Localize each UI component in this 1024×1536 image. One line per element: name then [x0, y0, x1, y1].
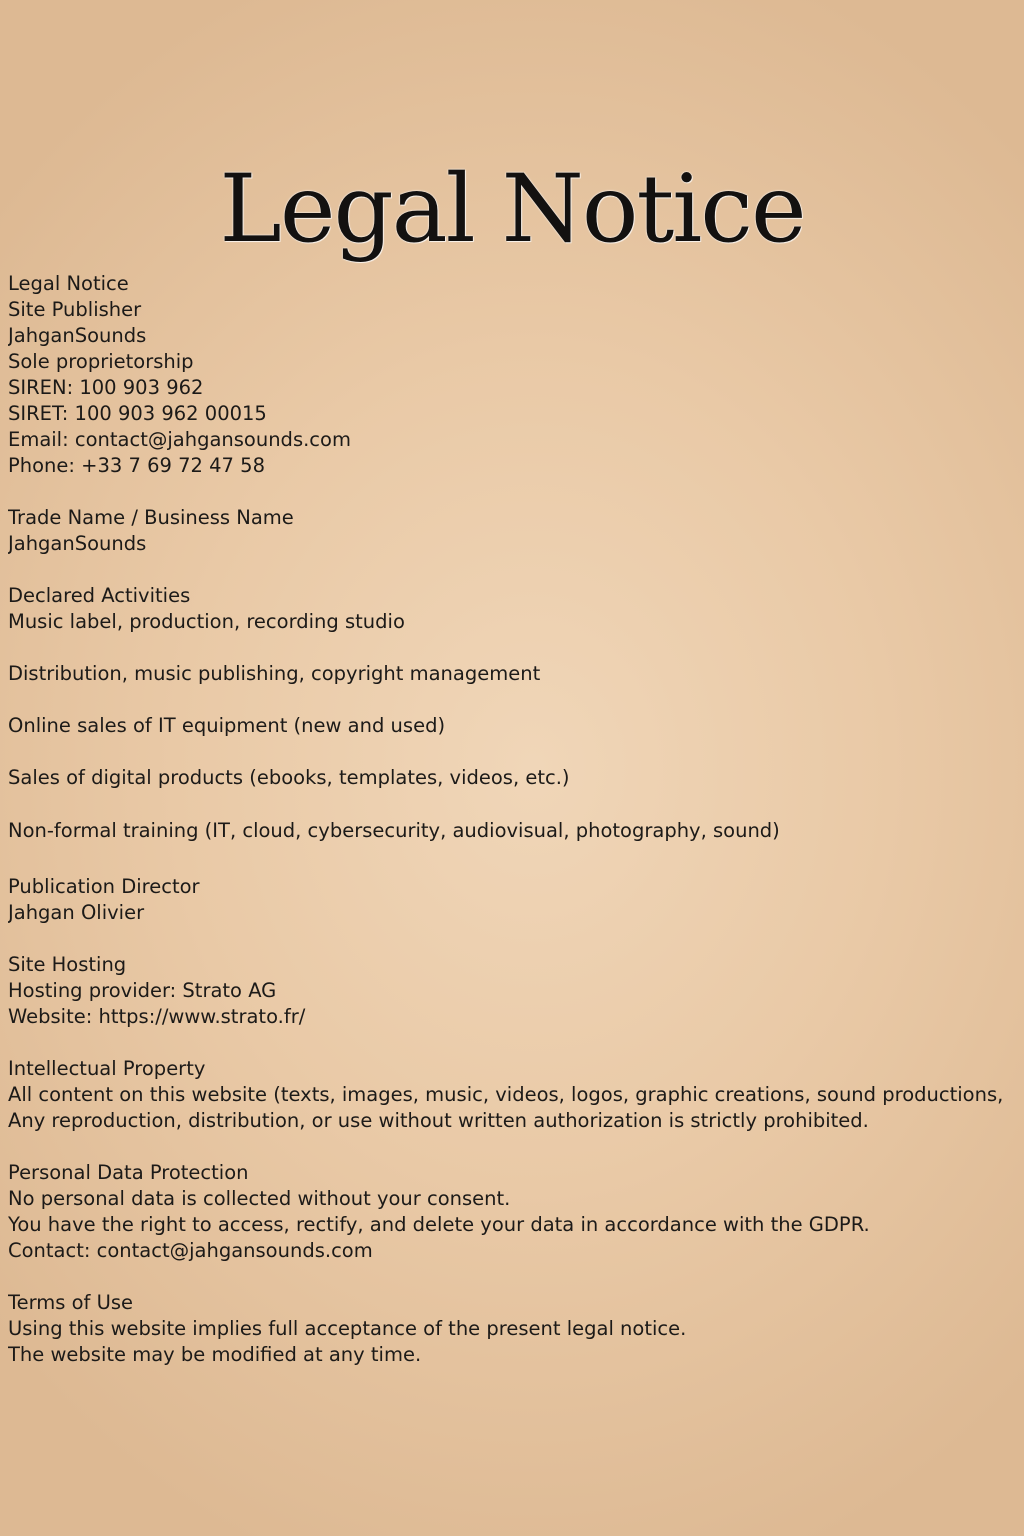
trade-name-heading: Trade Name / Business Name — [8, 506, 294, 529]
terms-of-use-heading: Terms of Use — [8, 1291, 134, 1314]
data-protection-text: You have the right to access, rectify, and delete your data in accordance with the GDPR. — [8, 1213, 870, 1236]
publisher-phone: Phone: +33 7 69 72 47 58 — [8, 454, 265, 477]
activity-item: Online sales of IT equipment (new and used) — [8, 714, 446, 737]
data-protection-text: No personal data is collected without your consent. — [8, 1187, 511, 1210]
intellectual-property-text: All content on this website (texts, images, music, videos, logos, graphic creations, sound productions, — [8, 1083, 1004, 1106]
site-hosting-heading: Site Hosting — [8, 953, 127, 976]
publisher-email: Email: contact@jahgansounds.com — [8, 428, 351, 451]
activity-item: Non-formal training (IT, cloud, cybersecurity, audiovisual, photography, sound) — [8, 819, 780, 842]
intellectual-property-text: Any reproduction, distribution, or use without written authorization is strictly prohibited. — [8, 1109, 869, 1132]
terms-of-use-text: Using this website implies full acceptance of the present legal notice. — [8, 1317, 687, 1340]
document-title: Legal Notice — [8, 272, 129, 295]
publisher-siret: SIRET: 100 903 962 00015 — [8, 402, 267, 425]
publisher-legal-form: Sole proprietorship — [8, 350, 194, 373]
data-protection-heading: Personal Data Protection — [8, 1161, 249, 1184]
activity-item: Distribution, music publishing, copyright management — [8, 662, 541, 685]
page-title: Legal Notice — [219, 155, 805, 264]
terms-of-use-text: The website may be modified at any time. — [8, 1343, 422, 1366]
activity-item: Music label, production, recording studio — [8, 610, 405, 633]
publication-director-heading: Publication Director — [8, 875, 200, 898]
publisher-name: JahganSounds — [8, 324, 147, 347]
legal-notice-content — [8, 271, 1024, 1368]
site-publisher-heading: Site Publisher — [8, 298, 142, 321]
hosting-provider: Hosting provider: Strato AG — [8, 979, 277, 1002]
publication-director-name: Jahgan Olivier — [8, 901, 145, 924]
trade-name-value: JahganSounds — [8, 532, 147, 555]
hosting-website: Website: https://www.strato.fr/ — [8, 1005, 306, 1028]
intellectual-property-heading: Intellectual Property — [8, 1057, 206, 1080]
activities-heading: Declared Activities — [8, 584, 191, 607]
activity-item: Sales of digital products (ebooks, templates, videos, etc.) — [8, 766, 570, 789]
publisher-siren: SIREN: 100 903 962 — [8, 376, 204, 399]
data-protection-contact: Contact: contact@jahgansounds.com — [8, 1239, 373, 1262]
